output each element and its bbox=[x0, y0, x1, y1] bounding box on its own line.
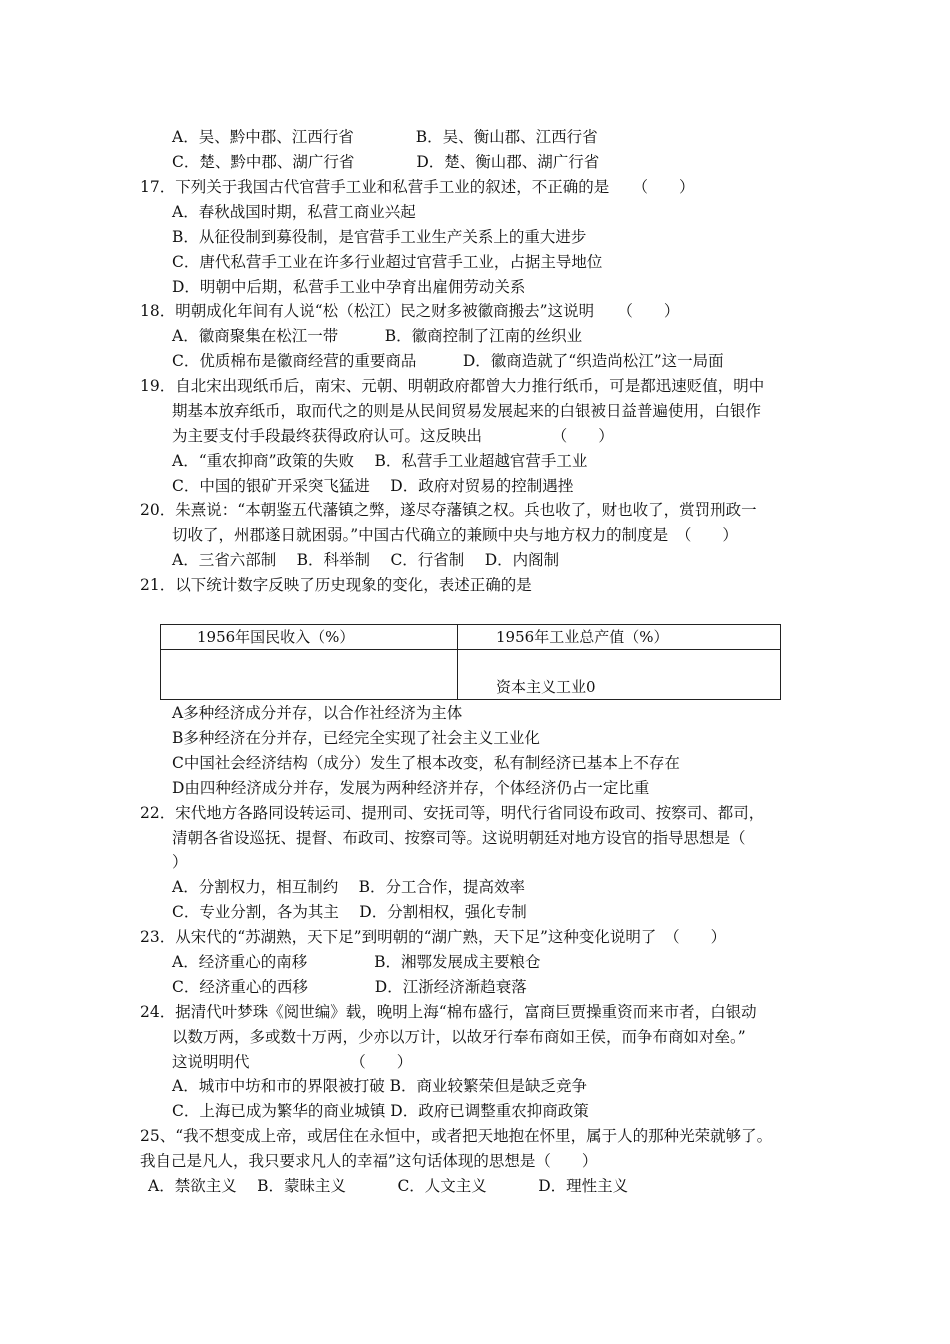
q21-option-c: C中国社会经济结构（成分）发生了根本改变，私有制经济已基本上不存在 bbox=[172, 754, 680, 772]
q21-option-d: D由四种经济成分并存，发展为两种经济并存，个体经济仍占一定比重 bbox=[172, 779, 650, 797]
q21-option-b: B多种经济在分并存，已经完全实现了社会主义工业化 bbox=[172, 729, 540, 747]
q17-option-d: D．明朝中后期，私营手工业中孕育出雇佣劳动关系 bbox=[172, 278, 526, 296]
question-23: 23．从宋代的“苏湖熟，天下足”到明朝的“湖广熟，天下足”这种变化说明了 （ ） bbox=[140, 928, 727, 946]
statistics-table bbox=[160, 624, 781, 700]
q16-options-cd: C．楚、黔中郡、湖广行省 D．楚、衡山郡、湖广行省 bbox=[172, 153, 600, 171]
q16-options-ab: A．吴、黔中郡、江西行省 B．吴、衡山郡、江西行省 bbox=[172, 128, 598, 146]
question-22: 22．宋代地方各路同设转运司、提刑司、安抚司等，明代行省同设布政司、按察司、都司， bbox=[140, 804, 765, 822]
q17-option-c: C．唐代私营手工业在许多行业超过官营手工业，占据主导地位 bbox=[172, 253, 603, 271]
question-19-cont-1: 期基本放弃纸币，取而代之的则是从民间贸易发展起来的白银被日益普遍使用，白银作 bbox=[172, 402, 762, 420]
q23-options-ab: A．经济重心的南移 B．湘鄂发展成主要粮仓 bbox=[172, 953, 541, 971]
table-header-national-income: 1956年国民收入（%） bbox=[161, 625, 458, 650]
question-21: 21．以下统计数字反映了历史现象的变化，表述正确的是 bbox=[140, 576, 532, 594]
question-19-cont-2: 为主要支付手段最终获得政府认可。这反映出 （ ） bbox=[172, 427, 614, 445]
question-25: 25、“我不想变成上帝，或居住在永恒中，或者把天地抱在怀里，属于人的那种光荣就够了。 bbox=[140, 1127, 773, 1145]
question-22-cont-2: ） bbox=[172, 853, 188, 871]
q25-options: A．禁欲主义 B．蒙昧主义 C．人文主义 D．理性主义 bbox=[148, 1177, 629, 1195]
q19-options-cd: C．中国的银矿开采突飞猛进 D．政府对贸易的控制遇挫 bbox=[172, 477, 574, 495]
q24-options-cd: C．上海已成为繁华的商业城镇 D．政府已调整重农抑商政策 bbox=[172, 1102, 589, 1120]
question-20-cont: 切收了，州郡遂日就困弱。”中国古代确立的兼顾中央与地方权力的制度是 （ ） bbox=[172, 526, 738, 544]
capitalist-industry-value: 资本主义工业0 bbox=[496, 678, 596, 696]
question-24-cont-2: 这说明明代 （ ） bbox=[172, 1053, 413, 1071]
q19-options-ab: A．“重农抑商”政策的失败 B．私营手工业超越官营手工业 bbox=[172, 452, 588, 470]
q23-options-cd: C．经济重心的西移 D．江浙经济渐趋衰落 bbox=[172, 978, 527, 996]
question-20: 20．朱熹说：“本朝鉴五代藩镇之弊，遂尽夺藩镇之权。兵也收了，财也收了，赏罚刑政一 bbox=[140, 501, 757, 519]
table-cell-empty bbox=[161, 650, 458, 700]
table-header-industrial-output: 1956年工业总产值（%） bbox=[458, 625, 781, 650]
question-24: 24．据清代叶梦珠《阅世编》载，晚明上海“棉布盛行，富商巨贾操重资而来市者，白银动 bbox=[140, 1003, 757, 1021]
q17-option-b: B．从征役制到募役制，是官营手工业生产关系上的重大进步 bbox=[172, 228, 587, 246]
question-22-cont-1: 清朝各省设巡抚、提督、布政司、按察司等。这说明朝廷对地方设官的指导思想是（ bbox=[172, 829, 746, 847]
question-24-cont-1: 以数万两，多或数十万两，少亦以万计，以故牙行奉布商如王侯，而争布商如对垒。” bbox=[172, 1028, 746, 1046]
q22-options-cd: C．专业分割，各为其主 D．分割相权，强化专制 bbox=[172, 903, 527, 921]
table-cell-industrial-output bbox=[458, 650, 781, 700]
q18-options-cd: C．优质棉布是徽商经营的重要商品 D．徽商造就了“织造尚松江”这一局面 bbox=[172, 352, 724, 370]
q20-options: A．三省六部制 B．科举制 C．行省制 D．内阁制 bbox=[172, 551, 560, 569]
q17-option-a: A．春秋战国时期，私营工商业兴起 bbox=[172, 203, 416, 221]
question-18: 18．明朝成化年间有人说“松（松江）民之财多被徽商搬去”这说明 （ ） bbox=[140, 302, 680, 320]
question-19: 19．自北宋出现纸币后，南宋、元朝、明朝政府都曾大力推行纸币，可是都迅速贬值，明中 bbox=[140, 377, 765, 395]
q22-options-ab: A．分割权力，相互制约 B．分工合作，提高效率 bbox=[172, 878, 526, 896]
question-17: 17．下列关于我国古代官营手工业和私营手工业的叙述，不正确的是 （ ） bbox=[140, 178, 695, 196]
q21-option-a: A多种经济成分并存，以合作社经济为主体 bbox=[172, 704, 463, 722]
q18-options-ab: A．徽商聚集在松江一带 B．徽商控制了江南的丝织业 bbox=[172, 327, 583, 345]
question-25-cont: 我自己是凡人，我只要求凡人的幸福”这句话体现的思想是（ ） bbox=[140, 1152, 598, 1170]
q24-options-ab: A．城市中坊和市的界限被打破 B．商业较繁荣但是缺乏竞争 bbox=[172, 1077, 588, 1095]
